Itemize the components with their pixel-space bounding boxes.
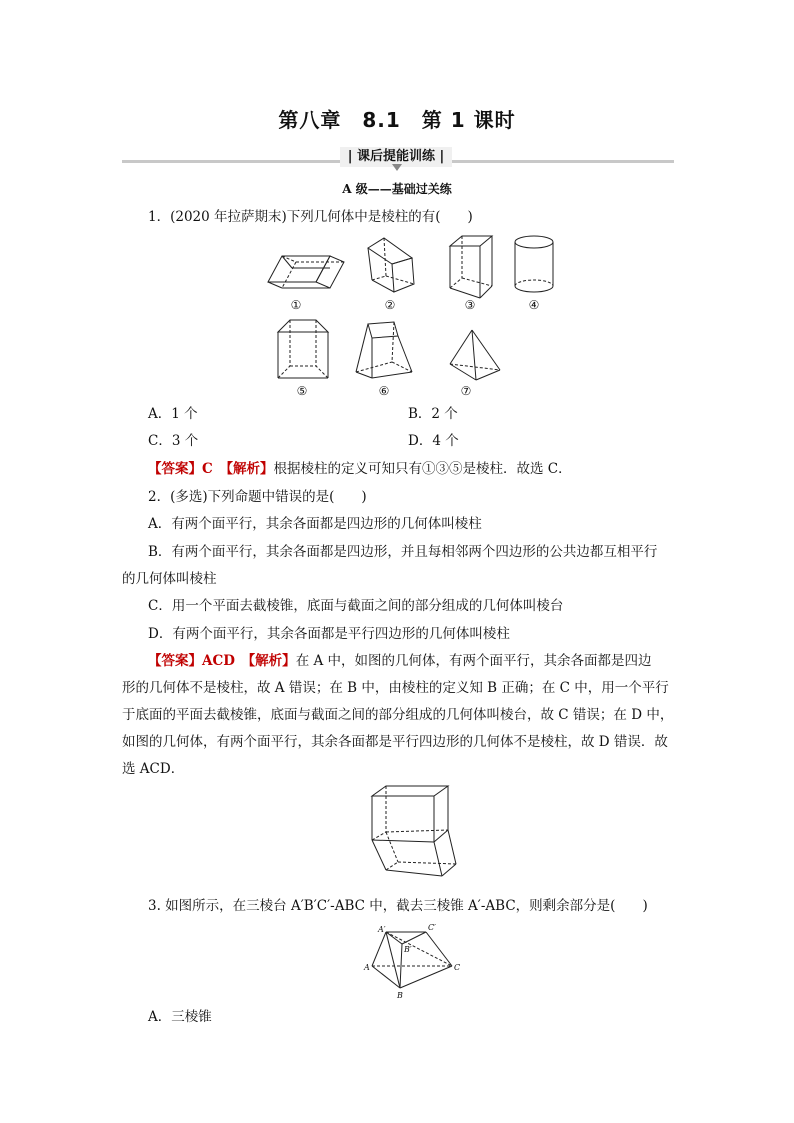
section-banner: | 课后提能训练 | (340, 147, 452, 167)
level-heading: A 级——基础过关练 (342, 182, 452, 196)
vertex-label-c: C (454, 963, 461, 972)
q3-stem: 3. 如图所示，在三棱台 A′B′C′-ABC 中，截去三棱锥 A′-ABC，则剩余部分是( ) (148, 898, 648, 914)
q1-option-a: A．1 个 (148, 406, 198, 422)
figure-label-4: ④ (528, 298, 540, 312)
q1-answer-key: 【答案】C 【解析】 (148, 461, 274, 477)
q2-option-b-line1: B．有两个面平行，其余各面都是四边形，并且每相邻两个四边形的公共边都互相平行 (148, 544, 658, 560)
q1-option-d: D．4 个 (408, 433, 459, 449)
figure-label-5: ⑤ (296, 384, 308, 398)
figure-label-3: ③ (464, 298, 476, 312)
q2-answer-line2: 形的几何体不是棱柱，故 A 错误；在 B 中，由棱柱的定义知 B 正确；在 C 中，用一个平行 (122, 680, 669, 696)
q2-answer-line1 (148, 652, 652, 670)
q2-answer-text-1: 在 A 中，如图的几何体，有两个面平行，其余各面都是四边 (295, 653, 652, 669)
vertex-label-b-prime: B′ (404, 945, 412, 954)
q1-stem: 1．(2020 年拉萨期末)下列几何体中是棱柱的有( ) (148, 209, 473, 225)
banner-arrow-icon (392, 164, 402, 171)
figure-label-1: ① (290, 298, 302, 312)
vertex-label-a: A (364, 963, 370, 972)
q2-option-b-line2: 的几何体叫棱柱 (122, 571, 217, 587)
q2-answer-key: 【答案】ACD 【解析】 (148, 653, 296, 669)
q2-option-c: C．用一个平面去截棱锥，底面与截面之间的部分组成的几何体叫棱台 (148, 598, 564, 614)
figure-label-6: ⑥ (378, 384, 390, 398)
q1-answer (148, 460, 572, 478)
q2-stem: 2．(多选)下列命题中错误的是( ) (148, 489, 367, 505)
q2-answer-line5: 选 ACD． (122, 761, 185, 777)
q3-option-a: A．三棱锥 (148, 1009, 212, 1025)
q1-answer-text: 根据棱柱的定义可知只有①③⑤是棱柱．故选 C． (273, 461, 572, 477)
q2-answer-line4: 如图的几何体，有两个面平行，其余各面都是平行四边形的几何体不是棱柱，故 D 错误．故 (122, 734, 668, 750)
figure-label-2: ② (384, 298, 396, 312)
q2-option-d: D．有两个面平行，其余各面都是平行四边形的几何体叫棱柱 (148, 626, 510, 642)
vertex-label-b: B (397, 991, 403, 1000)
q1-option-b: B．2 个 (408, 406, 458, 422)
figure-label-7: ⑦ (460, 384, 472, 398)
vertex-label-a-prime: A′ (378, 925, 386, 934)
vertex-label-c-prime: C′ (428, 923, 436, 932)
page-title: 第八章 8.1 第 1 课时 (278, 108, 516, 132)
q2-answer-line3: 于底面的平面去截棱锥，底面与截面之间的部分组成的几何体叫棱台，故 C 错误；在 D 中， (122, 707, 674, 723)
q1-option-c: C．3 个 (148, 433, 199, 449)
q2-option-a: A．有两个面平行，其余各面都是四边形的几何体叫棱柱 (148, 516, 482, 532)
